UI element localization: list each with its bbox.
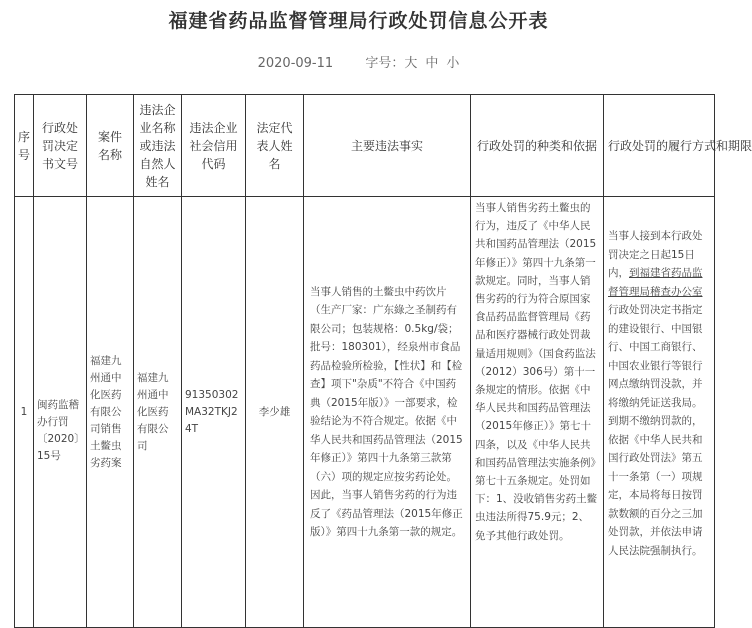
header-doc-no [34, 95, 87, 197]
header-penalty-label: 行政处罚的种类和依据 [476, 138, 597, 153]
font-size-switcher [365, 56, 459, 71]
table-header-row [15, 95, 715, 197]
header-index-label: 序号 [17, 129, 30, 162]
execution-prefix: 当事人接到本行政处罚决定之日起15日内， [608, 230, 703, 279]
header-credit-code-label: 违法企业社会信用代码 [189, 120, 238, 171]
font-size-label: 字号： [365, 56, 405, 71]
header-company-label: 违法企业名称或违法自然人姓名 [139, 102, 176, 189]
cell-penalty-text: 当事人销售劣药土鳖虫的行为，违反了《中华人民共和国药品管理法（2015年修正）》第四十九条第一款规定。同时，当事人销售劣药的行为符合原国家食品药品监督管理局《药品和医疗器械行政处罚裁量适用规则》（国食药监法（2012）306号）第十一条规定的情形。依据《中华人民共和国药品管理法（2015年修正）》第七十四条，以及《中华人民共和国药品管理法实施条例》第七十五条规定。处罚如下：1、没收销售劣药土鳖虫违法所得75.9元；2、免予其他行政处罚。 [475, 202, 598, 542]
header-credit-code [182, 95, 246, 197]
header-legal-rep [246, 95, 304, 197]
cell-company [134, 197, 182, 628]
publish-date: 2020-09-11 [257, 56, 334, 71]
table-row [15, 197, 715, 628]
cell-legal-rep-text: 李少雄 [258, 405, 291, 418]
execution-suffix: 行政处罚决定书指定的建设银行、中国银行、中国工商银行、中国农业银行等银行网点缴纳罚没款，并将缴纳凭证送我局。到期不缴纳罚款的，依据《中华人民共和国行政处罚法》第五十一条第（一）项规定，本局将每日按罚款数额的百分之三加处罚款，并依法申请人民法院强制执行。 [608, 304, 703, 557]
cell-facts [304, 197, 471, 628]
cell-case-name-text: 福建九州通中化医药有限公司销售土鳖虫劣药案 [90, 354, 122, 469]
header-index [15, 95, 34, 197]
page-title: 福建省药品监督管理局行政处罚信息公开表 [168, 10, 549, 32]
cell-credit-code-text: 91350302MA32TKJ24T [185, 388, 239, 435]
cell-index [15, 197, 34, 628]
cell-penalty [471, 197, 604, 628]
font-size-medium-link[interactable]: 中 [425, 56, 439, 71]
cell-execution [604, 197, 715, 628]
header-company [134, 95, 182, 197]
header-case-name-label: 案件名称 [97, 129, 122, 162]
header-legal-rep-label: 法定代表人姓名 [256, 120, 293, 171]
penalty-table [14, 94, 752, 628]
cell-facts-text: 当事人销售的土鳖虫中药饮片（生产厂家：广东綠之圣制药有限公司；包装规格：0.5kg/袋；批号：180301），经泉州市食品药品检验所检验，【性状】和【检查】项下"杂质"不符合《中国药典（2015年版）》一部要求，检验结论为不符合规定。依据《中华人民共和国药品管理法（2015年修正）》第四十九条第三款第（六）项的规定应按劣药论处。因此，当事人销售劣药的行为违反了《药品管理法（2015年修正版）》第四十九条第一款的规定。 [310, 285, 463, 538]
cell-index-text: 1 [20, 405, 28, 418]
cell-legal-rep [246, 197, 304, 628]
cell-execution-text [604, 197, 714, 560]
cell-company-text: 福建九州通中化医药有限公司 [137, 371, 169, 452]
cell-case-name [87, 197, 134, 628]
header-case-name [87, 95, 134, 197]
font-size-large-link[interactable]: 大 [404, 56, 418, 71]
header-execution-label: 行政处罚的履行方式和期限 [608, 138, 752, 153]
cell-credit-code [182, 197, 246, 628]
header-facts-label: 主要违法事实 [350, 138, 423, 153]
cell-doc-no-text: 闽药监稽办行罚〔2020〕15号 [37, 399, 80, 462]
cell-doc-no [34, 197, 87, 628]
meta-bar [0, 52, 717, 71]
header-doc-no-label: 行政处罚决定书文号 [41, 120, 78, 171]
font-size-small-link[interactable]: 小 [446, 56, 460, 71]
header-facts [304, 95, 471, 197]
penalty-table-container [14, 94, 752, 616]
header-execution [604, 95, 752, 197]
header-penalty [471, 95, 604, 197]
execution-link: 到福建省药品监督管理局稽查办公室 [608, 267, 703, 298]
